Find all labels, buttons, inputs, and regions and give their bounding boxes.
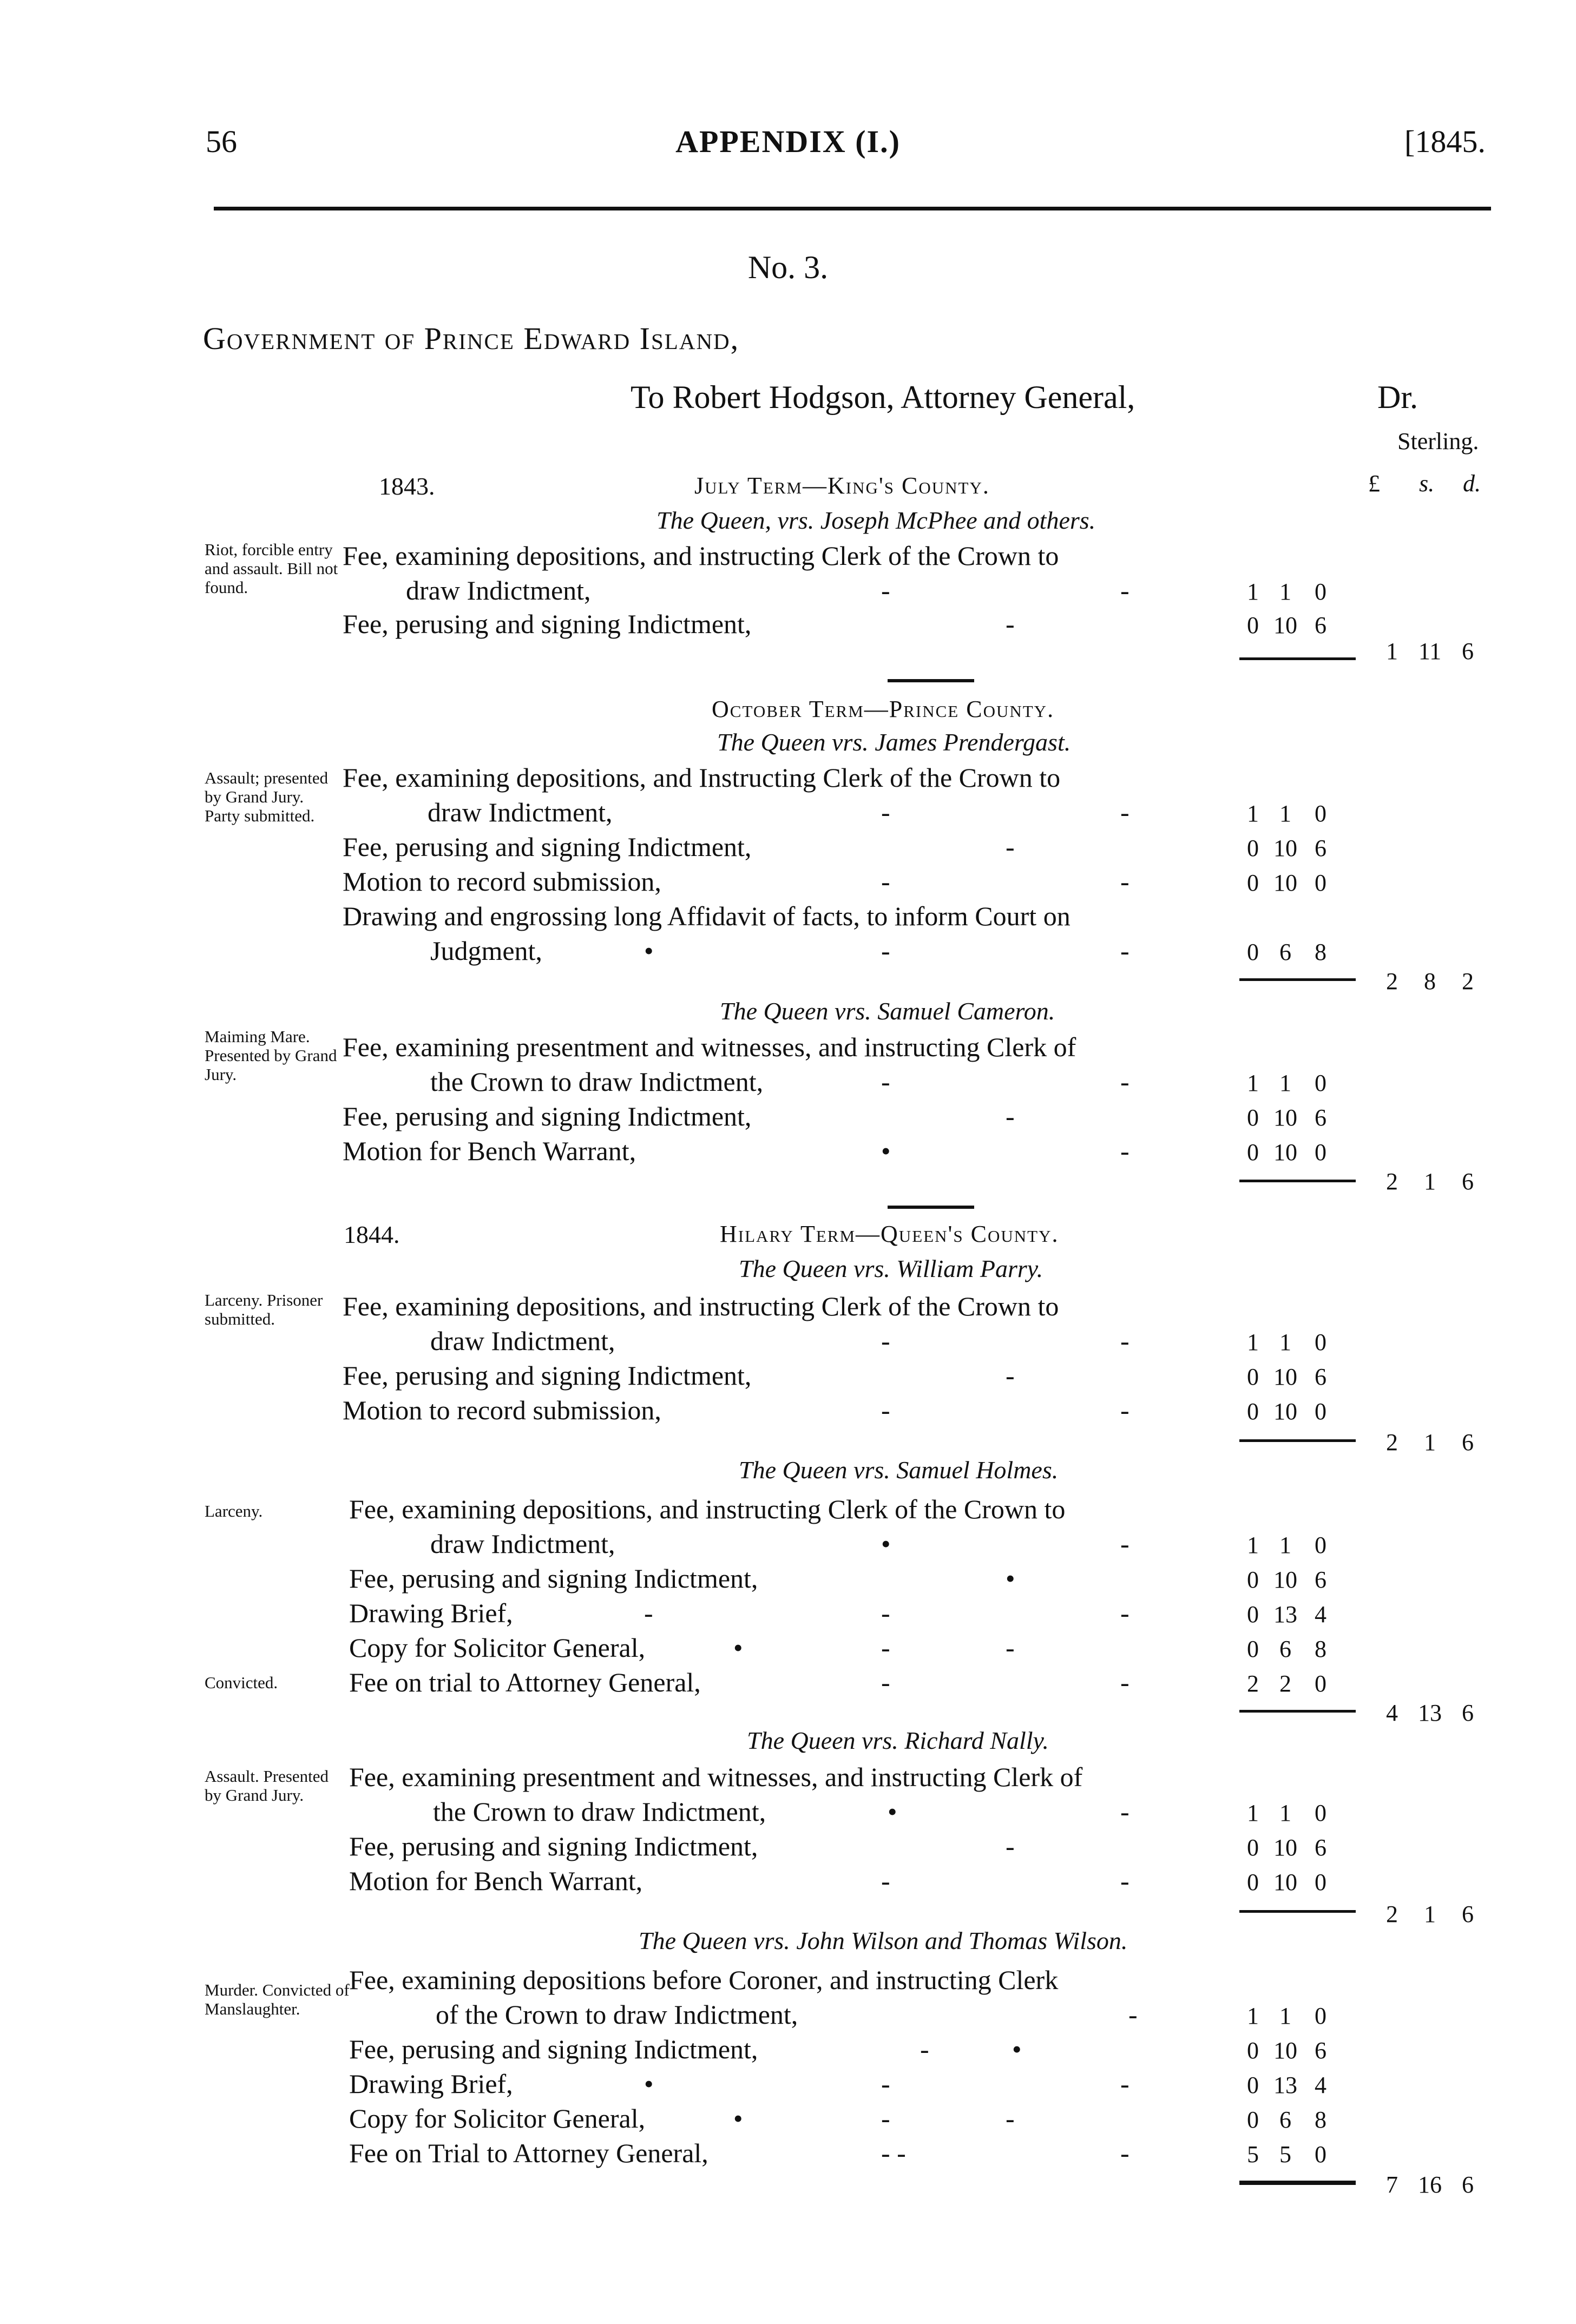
fee-item: Fee on trial to Attorney General, (349, 1667, 701, 1697)
subtotal-rule (1239, 978, 1356, 981)
leader-dash: - (1120, 1326, 1130, 1356)
header-rule (214, 207, 1491, 210)
sterling-label: Sterling. (1397, 428, 1479, 455)
fee-amount: 0 10 6 (1247, 1566, 1327, 1593)
shillings-header: s. (1419, 470, 1435, 497)
fee-amount: 0 10 6 (1247, 1364, 1327, 1390)
term-heading: July Term—King's County. (694, 472, 990, 499)
fee-item: Fee, perusing and signing Indictment, (343, 1360, 752, 1391)
leader-dash: - (1120, 575, 1130, 605)
fee-item: Fee, perusing and signing Indictment, (349, 2034, 758, 2064)
fee-item: Motion for Bench Warrant, (343, 1136, 636, 1166)
margin-note: Riot, forcible entry and assault. Bill not found. (205, 540, 338, 597)
pence-header: d. (1463, 470, 1481, 497)
leader-dot: • (881, 1136, 891, 1166)
margin-note: Assault; presented by Grand Jury. Party submitted. (205, 768, 329, 825)
leader-dash: - (1006, 832, 1015, 862)
fee-item-continued: draw Indictment, (406, 575, 591, 605)
leader-dash: - (881, 575, 890, 605)
addressee-line: To Robert Hodgson, Attorney General, (631, 379, 1135, 415)
margin-note: Murder. Convicted of Manslaughter. (205, 1980, 350, 2018)
case-title: The Queen, vrs. Joseph McPhee and others. (656, 506, 1096, 534)
term-heading: Hilary Term—Queen's County. (720, 1221, 1059, 1247)
fee-item: Fee, examining presentment and witnesses, and instructing Clerk of (343, 1032, 1076, 1062)
fee-amount: 1 1 0 (1247, 800, 1327, 827)
leader-dash: - (1006, 1831, 1015, 1861)
fee-item: Drawing Brief, (349, 1598, 513, 1628)
fee-amount: 0 10 6 (1247, 1834, 1327, 1861)
fee-item-continued: the Crown to draw Indictment, (430, 1066, 764, 1097)
fee-amount: 5 5 0 (1247, 2141, 1327, 2168)
leader-dash: - (1120, 1136, 1130, 1166)
fee-amount: 0 10 6 (1247, 1104, 1327, 1131)
fee-item-continued: draw Indictment, (430, 1326, 615, 1356)
leader-dash: - (1120, 866, 1130, 897)
margin-note: Convicted. (205, 1673, 278, 1692)
fee-amount: 0 13 4 (1247, 1601, 1327, 1628)
leader-dot: • (733, 1632, 743, 1663)
fee-amount: 0 10 0 (1247, 1869, 1327, 1895)
fee-amount: 0 6 8 (1247, 2106, 1327, 2133)
fee-item: Fee, examining depositions, and instructing Clerk of the Crown to (343, 541, 1059, 571)
case-title: The Queen vrs. Samuel Holmes. (739, 1456, 1059, 1484)
leader-dash: - (881, 1598, 890, 1628)
fee-amount: 1 1 0 (1247, 2003, 1327, 2029)
leader-dot: • (733, 2103, 743, 2134)
fee-amount: 0 6 8 (1247, 1636, 1327, 1662)
leader-dash: - (881, 1866, 890, 1896)
leader-dash: - (881, 1395, 890, 1425)
case-title: The Queen vrs. John Wilson and Thomas Wilson. (639, 1927, 1128, 1954)
margin-note: Larceny. (205, 1502, 263, 1520)
section-year: 1844. (344, 1221, 400, 1248)
leader-dot: • (1012, 2034, 1022, 2064)
section-total: 2 1 6 (1386, 1168, 1474, 1195)
leader-dash: - (1120, 1395, 1130, 1425)
leader-dash: - (644, 1598, 653, 1628)
fee-item: Drawing and engrossing long Affidavit of facts, to inform Court on (343, 901, 1071, 931)
margin-note: Larceny. Prisoner submitted. (205, 1291, 323, 1328)
leader-dash: - (1120, 1866, 1130, 1896)
fee-item: Fee, examining depositions before Coroner, and instructing Clerk (349, 1965, 1059, 1995)
fee-item: Fee, examining presentment and witnesses, and instructing Clerk of (349, 1762, 1083, 1792)
section-year: 1843. (379, 472, 435, 500)
fee-item: Fee, examining depositions, and instructing Clerk of the Crown to (349, 1494, 1066, 1524)
leader-dash: - (1120, 1667, 1130, 1697)
fee-item-continued: draw Indictment, (430, 1529, 615, 1559)
fee-item-continued: draw Indictment, (428, 797, 613, 827)
fee-amount: 0 6 8 (1247, 939, 1327, 965)
leader-dot: • (644, 2069, 654, 2099)
case-title: The Queen vrs. Samuel Cameron. (720, 997, 1055, 1025)
margin-note: Assault. Presented by Grand Jury. (205, 1767, 329, 1805)
fee-amount: 1 1 0 (1247, 1800, 1327, 1826)
subtotal-rule (1239, 1710, 1356, 1713)
debtor-label: Dr. (1377, 379, 1418, 415)
leader-dot: • (644, 936, 654, 966)
fee-item: Fee, perusing and signing Indictment, (349, 1831, 758, 1861)
leader-dash: - (1006, 1360, 1015, 1391)
fee-item-continued: of the Crown to draw Indictment, (436, 1999, 798, 2030)
fee-item: Fee, examining depositions, and instructing Clerk of the Crown to (343, 1291, 1059, 1321)
subtotal-rule (1239, 2181, 1356, 2185)
fee-item: Copy for Solicitor General, (349, 1632, 646, 1663)
fee-item-continued: Judgment, (430, 936, 542, 966)
fee-amount: 0 10 6 (1247, 612, 1327, 638)
leader-dash: - (881, 1066, 890, 1097)
fee-item: Motion to record submission, (343, 866, 661, 897)
pounds-header: £ (1368, 470, 1380, 497)
leader-dash: - (1120, 1066, 1130, 1097)
fee-amount: 1 1 0 (1247, 578, 1327, 605)
leader-dash: - (1128, 1999, 1138, 2030)
fee-amount: 1 1 0 (1247, 1329, 1327, 1355)
leader-dash: - (920, 2034, 929, 2064)
leader-dash: - (881, 1632, 890, 1663)
leader-dash: - (1006, 1101, 1015, 1131)
leader-dash: - (1006, 1632, 1015, 1663)
leader-dash: - (1006, 2103, 1015, 2134)
leader-dash: - (1120, 2069, 1130, 2099)
case-separator (888, 679, 974, 682)
fee-item: Copy for Solicitor General, (349, 2103, 646, 2134)
section-total: 1 11 6 (1386, 638, 1474, 664)
leader-dash: - (1120, 1598, 1130, 1628)
subtotal-rule (1239, 1910, 1356, 1913)
fee-amount: 0 10 0 (1247, 1139, 1327, 1166)
fee-item: Fee, perusing and signing Indictment, (343, 832, 752, 862)
leader-dot: • (881, 1529, 891, 1559)
page-number: 56 (206, 124, 237, 159)
page-year: [1845. (1404, 124, 1486, 159)
leader-dash: - (1120, 936, 1130, 966)
leader-dash: - (881, 2069, 890, 2099)
fee-amount: 1 1 0 (1247, 1532, 1327, 1558)
section-total: 7 16 6 (1386, 2171, 1474, 2198)
fee-item: Drawing Brief, (349, 2069, 513, 2099)
fee-amount: 0 10 6 (1247, 2037, 1327, 2064)
fee-item: Motion to record submission, (343, 1395, 661, 1425)
fee-item: Fee, perusing and signing Indictment, (343, 1101, 752, 1131)
term-heading: October Term—Prince County. (712, 696, 1055, 722)
document-number: No. 3. (747, 249, 829, 285)
case-title: The Queen vrs. William Parry. (739, 1255, 1043, 1282)
fee-amount: 0 10 6 (1247, 835, 1327, 861)
case-title: The Queen vrs. Richard Nally. (747, 1727, 1049, 1754)
fee-item: Fee, perusing and signing Indictment, (343, 609, 752, 639)
fee-item-continued: the Crown to draw Indictment, (433, 1796, 766, 1827)
section-total: 2 1 6 (1386, 1429, 1474, 1456)
leader-dash: - (1120, 1796, 1130, 1827)
fee-amount: 0 10 0 (1247, 870, 1327, 896)
subtotal-rule (1239, 657, 1356, 660)
leader-dot: • (888, 1796, 897, 1827)
leader-dash: - (881, 1326, 890, 1356)
case-separator (888, 1206, 974, 1209)
fee-amount: 0 13 4 (1247, 2072, 1327, 2098)
leader-dash: - (881, 2103, 890, 2134)
leader-dash: - (881, 797, 890, 827)
case-title: The Queen vrs. James Prendergast. (717, 728, 1071, 756)
government-heading: Government of Prince Edward Island, (203, 321, 740, 356)
fee-amount: 0 10 0 (1247, 1398, 1327, 1425)
leader-dash: - - (881, 2138, 906, 2168)
fee-item: Fee, examining depositions, and Instructing Clerk of the Crown to (343, 762, 1061, 793)
leader-dot: • (1006, 1563, 1015, 1594)
fee-amount: 1 1 0 (1247, 1070, 1327, 1096)
page-title: APPENDIX (I.) (675, 124, 901, 159)
leader-dash: - (1120, 797, 1130, 827)
fee-item: Fee, perusing and signing Indictment, (349, 1563, 758, 1594)
leader-dash: - (881, 936, 890, 966)
leader-dash: - (1006, 609, 1015, 639)
section-total: 4 13 6 (1386, 1700, 1474, 1726)
fee-item: Fee on Trial to Attorney General, (349, 2138, 708, 2168)
margin-note: Maiming Mare. Presented by Grand Jury. (205, 1027, 337, 1084)
section-total: 2 8 2 (1386, 968, 1474, 995)
subtotal-rule (1239, 1180, 1356, 1182)
leader-dash: - (881, 866, 890, 897)
subtotal-rule (1239, 1439, 1356, 1442)
leader-dash: - (881, 1667, 890, 1697)
leader-dash: - (1120, 1529, 1130, 1559)
section-total: 2 1 6 (1386, 1901, 1474, 1927)
leader-dash: - (1120, 2138, 1130, 2168)
fee-amount: 2 2 0 (1247, 1670, 1327, 1697)
fee-item: Motion for Bench Warrant, (349, 1866, 643, 1896)
